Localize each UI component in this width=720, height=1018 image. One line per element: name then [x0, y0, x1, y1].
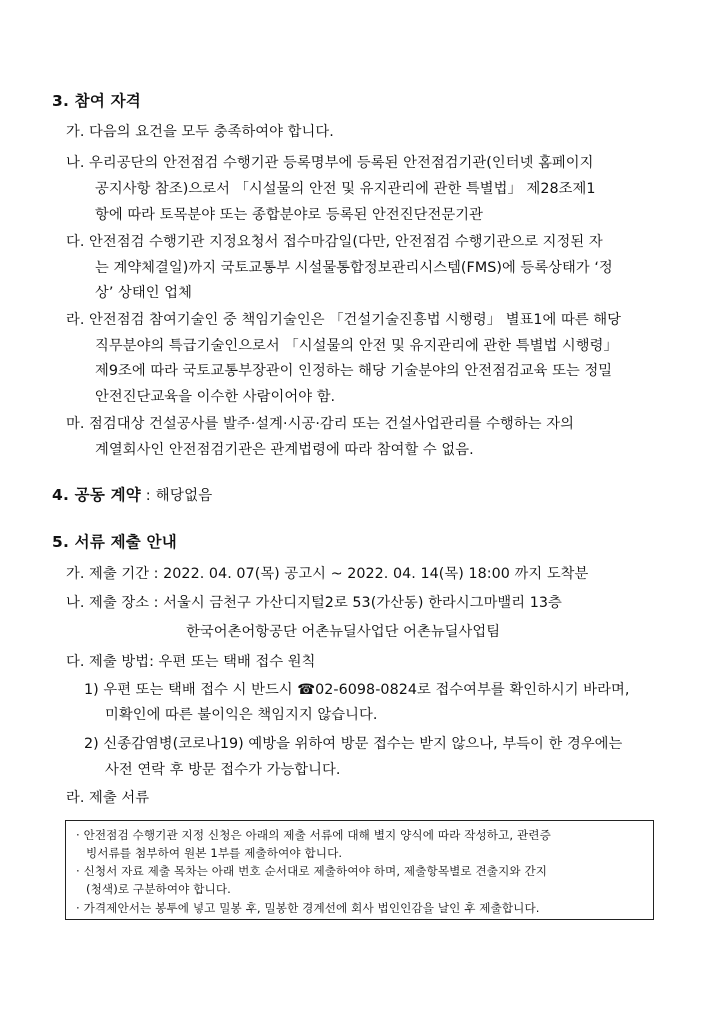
section-4-heading	[52, 483, 213, 505]
requirement-ra-line-1: 라. 안전점검 참여기술인 중 책임기술인은 「건설기술진흥법 시행령」 별표1에 따른 해당	[66, 312, 622, 328]
notice-line-1: · 안전점검 수행기관 지정 신청은 아래의 제출 서류에 대해 별지 양식에 따라 작성하고, 관련증	[76, 828, 551, 842]
method-item-1-line-1: 1) 우편 또는 택배 접수 시 반드시 ☎02-6098-0824로 접수여부를 확인하시기 바라며,	[84, 682, 630, 698]
submission-period: 가. 제출 기간 : 2022. 04. 07(목) 공고시 ~ 2022. 04. 14(목) 18:00 까지 도착분	[66, 566, 589, 582]
requirement-na-line-3: 항에 따라 토목분야 또는 종합분야로 등록된 안전진단전문기관	[95, 207, 483, 223]
requirement-da-line-2: 는 계약체결일)까지 국토교통부 시설물통합정보관리시스템(FMS)에 등록상태가 ‘정	[95, 260, 613, 276]
notice-line-2: 빙서류를 첨부하여 원본 1부를 제출하여야 합니다.	[86, 846, 343, 860]
notice-line-3: · 신청서 자료 제출 목차는 아래 번호 순서대로 제출하여야 하며, 제출항목별로 견출지와 간지	[76, 864, 548, 878]
submission-place-line-2: 한국어촌어항공단 어촌뉴딜사업단 어촌뉴딜사업팀	[186, 624, 501, 640]
method-item-2-line-2: 사전 연락 후 방문 접수가 가능합니다.	[105, 762, 341, 778]
section-4-value: : 해당없음	[140, 488, 213, 504]
method-item-1-line-2: 미확인에 따른 불이익은 책임지지 않습니다.	[105, 707, 378, 723]
requirement-na-line-2: 공지사항 참조)으로서 「시설물의 안전 및 유지관리에 관한 특별법」 제28조제1	[95, 181, 596, 197]
notice-line-4: (청색)로 구분하여야 합니다.	[86, 882, 231, 896]
method-item-2-line-1: 2) 신종감염병(코로나19) 예방을 위하여 방문 접수는 받지 않으나, 부득이 한 경우에는	[84, 736, 623, 752]
requirement-ra-line-2: 직무분야의 특급기술인으로서 「시설물의 안전 및 유지관리에 관한 특별법 시행령」	[95, 338, 618, 354]
requirement-ra-line-3: 제9조에 따라 국토교통부장관이 인정하는 해당 기술분야의 안전점검교육 또는 정밀	[95, 363, 613, 379]
notice-box	[65, 820, 654, 920]
requirement-da-line-1: 다. 안전점검 수행기관 지정요청서 접수마감일(다만, 안전점검 수행기관으로 지정된 자	[66, 234, 603, 250]
section-3-heading: 3. 참여 자격	[52, 92, 141, 110]
section-4-title: 4. 공동 계약	[52, 486, 141, 504]
requirement-ma-line-2: 계열회사인 안전점검기관은 관계법령에 따라 참여할 수 없음.	[95, 442, 474, 458]
requirement-ra-line-4: 안전진단교육을 이수한 사람이어야 함.	[95, 389, 336, 405]
submission-documents: 라. 제출 서류	[66, 790, 150, 806]
requirement-ga: 가. 다음의 요건을 모두 충족하여야 합니다.	[66, 124, 334, 140]
notice-line-5: · 가격제안서는 봉투에 넣고 밀봉 후, 밀봉한 경계선에 회사 법인인감을 날인 후 제출합니다.	[76, 901, 540, 915]
submission-place: 나. 제출 장소 : 서울시 금천구 가산디지털2로 53(가산동) 한라시그마밸리 13층	[66, 595, 562, 611]
requirement-ma-line-1: 마. 점검대상 건설공사를 발주·설계·시공·감리 또는 건설사업관리를 수행하는 자의	[66, 416, 574, 432]
section-5-heading: 5. 서류 제출 안내	[52, 533, 177, 551]
requirement-na-line-1: 나. 우리공단의 안전점검 수행기관 등록명부에 등록된 안전점검기관(인터넷 홈페이지	[66, 155, 594, 171]
requirement-da-line-3: 상’ 상태인 업체	[95, 285, 192, 301]
submission-method: 다. 제출 방법: 우편 또는 택배 접수 원칙	[66, 654, 316, 670]
